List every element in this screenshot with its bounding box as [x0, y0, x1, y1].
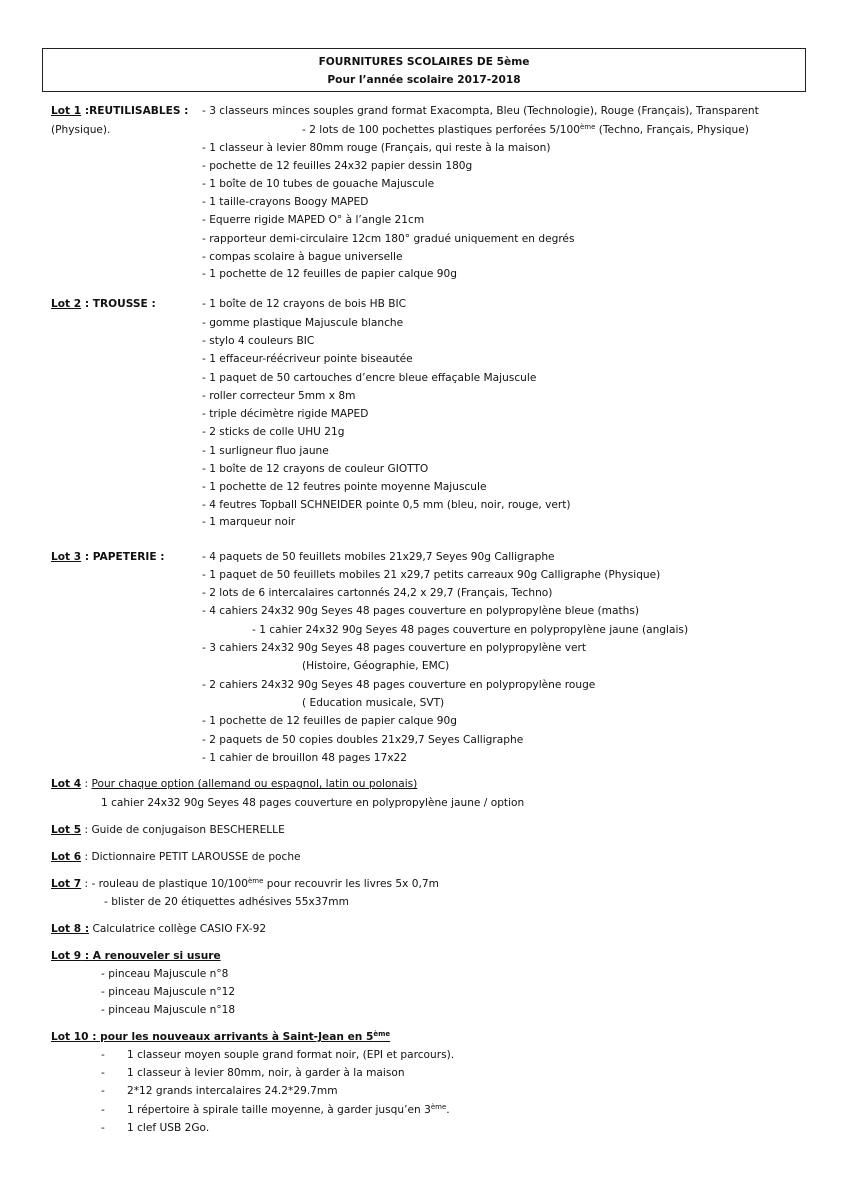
list-item: - 1 taille-crayons Boogy MAPED [202, 196, 369, 208]
list-item: - triple décimètre rigide MAPED [202, 408, 369, 420]
lot1-line2-sup: ème [579, 123, 596, 131]
list-item: - 1 pochette de 12 feuilles de papier calque 90g [202, 268, 457, 280]
lot3-name: : PAPETERIE : [81, 551, 165, 563]
lot4-sep: : [81, 778, 92, 790]
list-item: - 1 paquet de 50 feuillets mobiles 21 x29,7 petits carreaux 90g Calligraphe (Physique) [202, 569, 661, 581]
list-bullet: - [101, 1085, 105, 1097]
lot2-name: : TROUSSE : [81, 298, 156, 310]
list-item: - 1 boîte de 12 crayons de couleur GIOTTO [202, 463, 429, 475]
list-item: - stylo 4 couleurs BIC [202, 335, 315, 347]
list-item: - pinceau Majuscule n°12 [101, 986, 236, 998]
lot1-heading [51, 104, 188, 118]
lot7-line1-sup: ème [247, 877, 264, 885]
list-item: - 1 cahier de brouillon 48 pages 17x22 [202, 752, 407, 764]
lot9-heading [51, 949, 221, 963]
list-item: - 2 paquets de 50 copies doubles 21x29,7 Seyes Calligraphe [202, 734, 524, 746]
lot7-line1-post: pour recouvrir les livres 5x 0,7m [263, 878, 439, 890]
list-item: - 3 cahiers 24x32 90g Seyes 48 pages couverture en polypropylène vert [202, 642, 587, 654]
list-item: 2*12 grands intercalaires 24.2*29.7mm [127, 1085, 338, 1097]
list-bullet: - [101, 1049, 105, 1061]
list-item: - 1 marqueur noir [202, 516, 296, 528]
list-item: - 4 paquets de 50 feuillets mobiles 21x29,7 Seyes 90g Calligraphe [202, 551, 555, 563]
lot1-line1: - 3 classeurs minces souples grand format Exacompta, Bleu (Technologie), Rouge (Français), Transparent [202, 105, 759, 117]
lot1-name: :REUTILISABLES : [81, 105, 189, 117]
list-item: 1 classeur moyen souple grand format noir, (EPI et parcours). [127, 1049, 455, 1061]
lot8-line [51, 922, 266, 936]
lot10-item4-sup: ème [430, 1103, 447, 1111]
list-item: - roller correcteur 5mm x 8m [202, 390, 356, 402]
lot6-text: : Dictionnaire PETIT LAROUSSE de poche [81, 851, 301, 863]
lot7-line1-text: : - rouleau de plastique 10/100 [81, 878, 248, 890]
list-item: - 1 boîte de 10 tubes de gouache Majuscule [202, 178, 435, 190]
list-item: - pochette de 12 feuilles 24x32 papier dessin 180g [202, 160, 473, 172]
lot7-line2: - blister de 20 étiquettes adhésives 55x37mm [104, 896, 349, 908]
list-item: - pinceau Majuscule n°18 [101, 1004, 236, 1016]
list-item: - rapporteur demi-circulaire 12cm 180° gradué uniquement en degrés [202, 233, 575, 245]
title-box [42, 48, 806, 92]
list-item: - 1 pochette de 12 feutres pointe moyenne Majuscule [202, 481, 487, 493]
lot6-label: Lot 6 [51, 851, 82, 863]
list-item: - 2 cahiers 24x32 90g Seyes 48 pages couverture en polypropylène rouge [202, 679, 596, 691]
list-bullet: - [101, 1067, 105, 1079]
lot1-label: Lot 1 [51, 105, 82, 117]
lot4-label: Lot 4 [51, 778, 82, 790]
lot10-item4-post: . [446, 1104, 450, 1116]
lot9-title: : A renouveler si usure [81, 950, 221, 962]
lot5-line [51, 823, 285, 837]
lot1-line2 [302, 123, 749, 137]
list-item: - 1 cahier 24x32 90g Seyes 48 pages couverture en polypropylène jaune (anglais) [252, 624, 689, 636]
list-item: - 1 classeur à levier 80mm rouge (Français, qui reste à la maison) [202, 142, 551, 154]
lot1-line2-text: - 2 lots de 100 pochettes plastiques perforées 5/100 [302, 124, 580, 136]
list-item: - 2 sticks de colle UHU 21g [202, 426, 345, 438]
lot10-title: : pour les nouveaux arrivants à Saint-Jean en 5 [88, 1031, 374, 1043]
list-item: 1 clef USB 2Go. [127, 1122, 210, 1134]
lot1-line1b: (Physique). [51, 124, 111, 136]
list-item: - 4 feutres Topball SCHNEIDER pointe 0,5 mm (bleu, noir, rouge, vert) [202, 499, 571, 511]
lot10-item4-text: 1 répertoire à spirale taille moyenne, à garder jusqu’en 3 [127, 1104, 431, 1116]
list-item: - 4 cahiers 24x32 90g Seyes 48 pages couverture en polypropylène bleue (maths) [202, 605, 639, 617]
lot7-line1 [51, 877, 439, 891]
list-item: - 2 lots de 6 intercalaires cartonnés 24,2 x 29,7 (Français, Techno) [202, 587, 553, 599]
lot10-label: Lot 10 [51, 1031, 89, 1043]
lot3-label: Lot 3 [51, 551, 82, 563]
list-item: (Histoire, Géographie, EMC) [302, 660, 450, 672]
document-title: FOURNITURES SCOLAIRES DE 5ème [318, 56, 530, 68]
lot3-heading [51, 550, 164, 564]
lot5-label: Lot 5 [51, 824, 82, 836]
lot8-text: Calculatrice collège CASIO FX-92 [89, 923, 267, 935]
list-item: - compas scolaire à bague universelle [202, 251, 403, 263]
lot5-text: : Guide de conjugaison BESCHERELLE [81, 824, 285, 836]
list-item: - 1 boîte de 12 crayons de bois HB BIC [202, 298, 407, 310]
lot2-heading [51, 297, 156, 311]
lot2-label: Lot 2 [51, 298, 82, 310]
lot1-line2-post: (Techno, Français, Physique) [595, 124, 749, 136]
document-subtitle: Pour l’année scolaire 2017-2018 [327, 74, 521, 86]
list-item: - 1 pochette de 12 feuilles de papier calque 90g [202, 715, 457, 727]
list-item: - 1 paquet de 50 cartouches d’encre bleue effaçable Majuscule [202, 372, 537, 384]
list-item: - 1 effaceur-réécriveur pointe biseautée [202, 353, 413, 365]
lot10-title-sup: ème [373, 1030, 391, 1038]
lot6-line [51, 850, 301, 864]
list-bullet: - [101, 1104, 105, 1116]
list-bullet: - [101, 1122, 105, 1134]
list-item: - pinceau Majuscule n°8 [101, 968, 229, 980]
lot4-heading [51, 777, 417, 791]
list-item: 1 classeur à levier 80mm, noir, à garder à la maison [127, 1067, 405, 1079]
lot4-title: Pour chaque option (allemand ou espagnol, latin ou polonais) [91, 778, 418, 790]
lot8-label: Lot 8 : [51, 923, 90, 935]
lot4-line: 1 cahier 24x32 90g Seyes 48 pages couverture en polypropylène jaune / option [101, 797, 525, 809]
list-item: ( Education musicale, SVT) [302, 697, 445, 709]
list-item: - Equerre rigide MAPED O° à l’angle 21cm [202, 214, 425, 226]
list-item: - gomme plastique Majuscule blanche [202, 317, 404, 329]
lot10-heading [51, 1030, 390, 1044]
lot7-label: Lot 7 [51, 878, 82, 890]
list-item: - 1 surligneur fluo jaune [202, 445, 329, 457]
list-item [127, 1103, 450, 1117]
lot9-label: Lot 9 [51, 950, 82, 962]
